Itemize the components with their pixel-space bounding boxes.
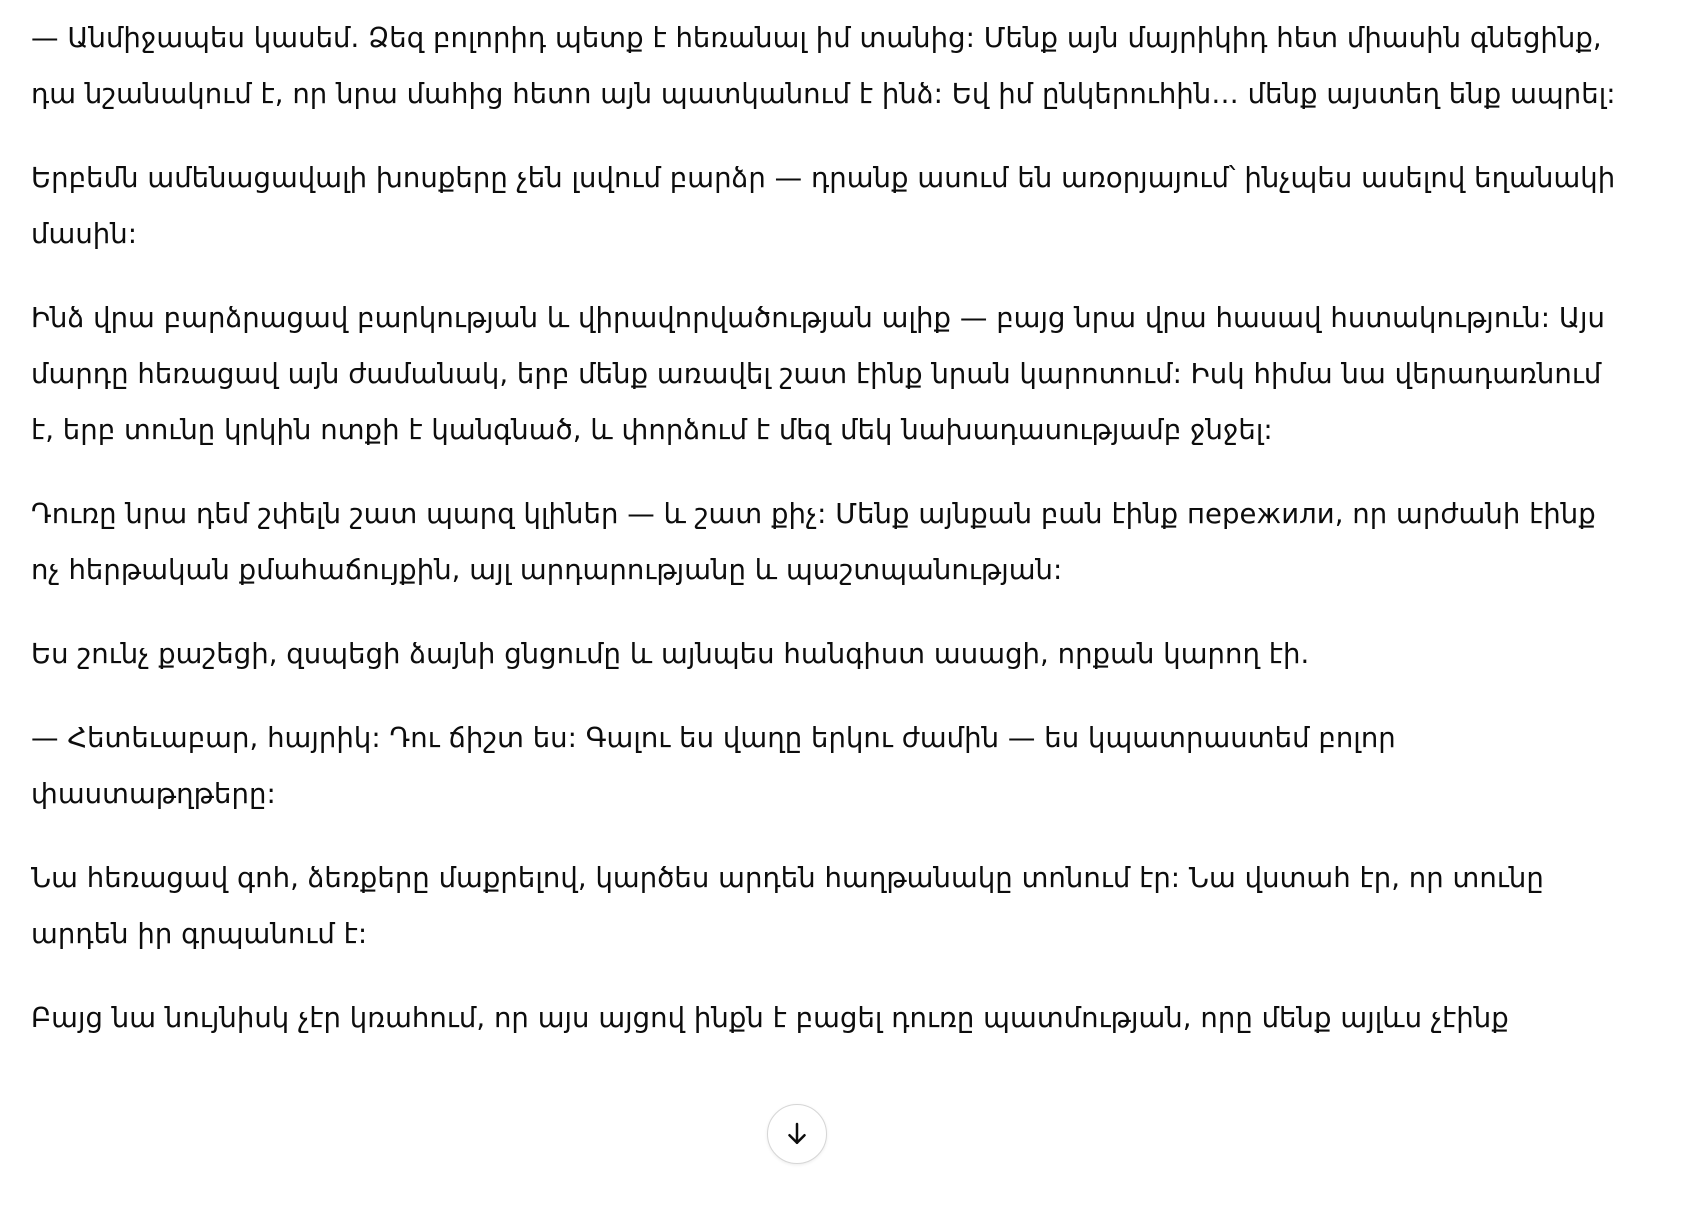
message-paragraph: Ինձ վրա բարձրացավ բարկության և վիրավորվածության ալիք — բայց նրա վրա հասավ հստակություն: Այս մարդը հեռացավ այն ժամանակ, երբ մենք առավել շատ էինք նրան կարոտում: Իսկ հիմա նա վերադառնում է, երբ տունը կրկին ոտքի է կանգնած, և փորձում է մեզ մեկ նախադասությամբ ջնջել: xyxy=(31,302,1605,446)
scroll-to-bottom-button[interactable] xyxy=(767,1104,827,1164)
message-paragraph: Բայց նա նույնիսկ չէր կռահում, որ այս այցով ինքն է բացել դուռը պատմության, որը մենք այլևս չէինք xyxy=(31,1002,1509,1034)
message-paragraph: Ես շունչ քաշեցի, զսպեցի ձայնի ցնցումը և այնպես հանգիստ ասացի, որքան կարող էի. xyxy=(31,638,1310,670)
message-paragraph: Դուռը նրա դեմ շփելն շատ պարզ կլիներ — և շատ քիչ: Մենք այնքան բան էինք пережили, որ արժանի էինք ոչ հերթական քմահաճույքին, այլ արդարությանը և պաշտպանության: xyxy=(31,498,1596,586)
message-paragraph: Երբեմն ամենացավալի խոսքերը չեն լսվում բարձր — դրանք ասում են առօրյայում՝ ինչպես ասելով եղանակի մասին: xyxy=(31,162,1616,250)
message-paragraph: Նա հեռացավ գոհ, ձեռքերը մաքրելով, կարծես արդեն հաղթանակը տոնում էր: Նա վստահ էր, որ տունը արդեն իր գրպանում է: xyxy=(31,862,1544,950)
message-paragraph: — Հետեւաբար, հայրիկ: Դու ճիշտ ես: Գալու ես վաղը երկու ժամին — ես կպատրաստեմ բոլոր փաստաթղթերը: xyxy=(31,722,1396,810)
message-content xyxy=(31,10,1631,1074)
message-paragraph: — Անմիջապես կասեմ. Ձեզ բոլորիդ պետք է հեռանալ իմ տանից: Մենք այն մայրիկիդ հետ միասին գնեցինք, դա նշանակում է, որ նրա մահից հետո այն պատկանում է ինձ: Եվ իմ ընկերուհին… մենք այստեղ ենք ապրել: xyxy=(31,22,1616,110)
arrow-down-icon xyxy=(782,1119,812,1149)
